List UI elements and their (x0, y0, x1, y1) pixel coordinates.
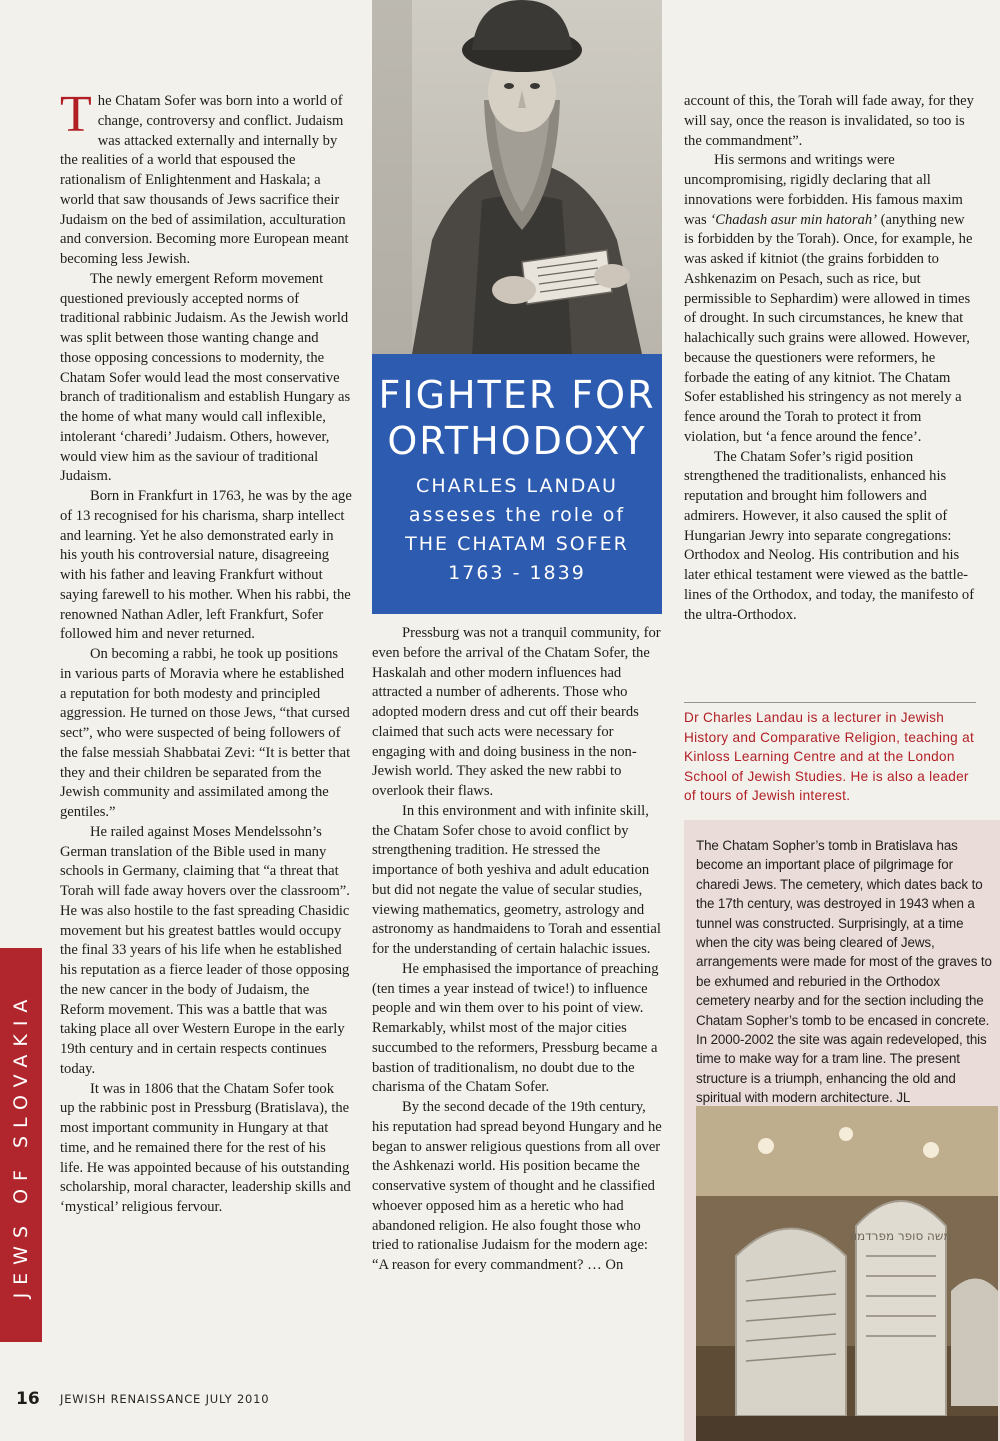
article-column-2 (372, 624, 662, 1276)
article-paragraph: The Chatam Sofer’s rigid position strengthened the traditionalists, enhanced his reputation and brought him followers and admirers. However, it also caused the split of Hungarian Jewry into separate congregations: Orthodox and Neolog. His contribution and his later ethical testament were viewed as the battle-lines of the Orthodox, and today, the manifesto of the ultra-Orthodox. (684, 448, 975, 623)
page-number: 16 (16, 1389, 40, 1409)
article-paragraph: Pressburg was not a tranquil community, for even before the arrival of the Chatam Sofer, the Haskalah and other modern influences had attracted a number of adherents. Those who adopted modern dress and cut off their beards claimed that such acts were necessary for engaging with and doing business in the non-Jewish world. They asked the new rabbi to overlook their flaws. (372, 625, 661, 799)
article-paragraph: account of this, the Torah will fade away, for they will say, once the reason is invalidated, so too is the commandment”. (684, 93, 974, 149)
tomb-photo (696, 1106, 998, 1441)
article-paragraph: In this environment and with infinite skill, the Chatam Sofer chose to avoid conflict by strengthening tradition. He stressed the importance of both yeshiva and adult education but did not negate the value of secular studies, viewing mathematics, geometry, astrology and astronomy as handmaidens to Torah and essential for the understanding of certain halachic issues. (372, 802, 661, 957)
tomb-inscription: משה סופר מפרדמון (850, 1229, 952, 1243)
article-paragraph: He railed against Moses Mendelssohn’s German translation of the Bible used in many schools in Germany, claiming that “a threat that Torah will fade away hovers over the classroom”. He was also hostile to the fast spreading Chasidic movement but his greatest battles would occupy the final 33 years of his life when he established his reputation as a fierce leader of those opposing the new cancer in the body of Judaism, the Reform movement. This was a battle that was taking place all over Western Europe in the early 19th century and in certain respects continues today. (60, 823, 350, 1077)
headline: FIGHTER FOR ORTHODOXY (378, 373, 656, 463)
article-paragraph: The Chatam Sofer was born into a world of change, controversy and conflict. Judaism was attacked externally and internally by the realities of a world that espoused the rationalism of Enlightenment and Haskala; a world that saw thousands of Jews sacrifice their Judaism on the bed of assimilation, acculturation and conversion. Becoming more European meant becoming less Jewish. (60, 86, 349, 267)
article-paragraph: Born in Frankfurt in 1763, he was by the age of 13 recognised for his charisma, sharp intellect and learning. Yet he also demonstrated early in his youth his controversial nature, disagreeing with his father and leaving Frankfurt without saying farewell to his mother. When his rabbi, the renowned Nathan Adler, left Frankfurt, Sofer followed him and never returned. (60, 488, 352, 643)
article-column-1 (60, 86, 352, 1218)
article-paragraph: It was in 1806 that the Chatam Sofer took up the rabbinic post in Pressburg (Bratislava), the most important community in Hungary at that time, and he remained there for the rest of his life. He was appointed because of his outstanding scholarship, moral character, leadership skills and ‘mystical’ religious fervour. (60, 1080, 351, 1215)
subheadline: CHARLES LANDAU asseses the role of THE CHATAM SOFER 1763 - 1839 (372, 472, 662, 588)
author-bio: Dr Charles Landau is a lecturer in Jewish History and Comparative Religion, teaching at Kinloss Learning Centre and at the London School of Jewish Studies. He is also a leader of tours of Jewish interest. (684, 710, 975, 803)
article-paragraph: He emphasised the importance of preaching (ten times a year instead of twice!) to influence people and win them over to his point of view. Remarkably, whilst most of the major cities succumbed to the reformers, Pressburg became a bastion of traditionalism, no doubt due to the charisma of the Chatam Sofer. (372, 960, 659, 1096)
maxim: ‘Chadash asur min hatorah’ (710, 211, 877, 228)
drop-cap: T (60, 86, 92, 143)
article-paragraph: The newly emergent Reform movement questioned previously accepted norms of traditional rabbinic Judaism. As the Jewish world was split between those wanting change and those opposing concessions to modernity, the Chatam Sofer would lead the most conservative branch of traditionalism and establish Hungary as the home of what many would call inflexible, intolerant ‘charedi’ Judaism. Others, however, would view him as the saviour of traditional Judaism. (60, 270, 351, 485)
section-label: JEWS OF SLOVAKIA (10, 991, 32, 1299)
article-paragraph: His sermons and writings were uncompromising, rigidly declaring that all innovations were forbidden. His famous maxim was ‘Chadash asur min hatorah’ (anything new is forbidden by the Torah). Once, for example, he was asked if kitniot (the grains forbidden to Ashkenazim on Pesach, such as rice, but permissible to Sephardim) were allowed in times of drought. In such circumstances, he knew that halachically such grains were allowed. However, because the questioners were reformers, he forbade the eating of any kitniot. The Chatam Sofer established his stringency as not merely a fence around the Torah to protect it from violation, but ‘a fence around the fence’. (684, 152, 973, 445)
author-name: CHARLES LANDAU (416, 475, 618, 497)
article-paragraph: By the second decade of the 19th century, his reputation had spread beyond Hungary and he began to answer religious questions from all over the Ashkenazi world. His position became the conservative system of thought and he classified whoever opposed him as a heretic who had abandoned religion. He also fought those who tried to rationalise Judaism for the modern age: “A reason for every commandment? … On (372, 1099, 662, 1273)
tomb-illustration (696, 1106, 998, 1441)
publication-footer: JEWISH RENAISSANCE JULY 2010 (60, 1392, 270, 1406)
tomb-caption: The Chatam Sopher’s tomb in Bratislava has become an important place of pilgrimage for charedi Jews. The cemetery, which dates back to the 17th century, was destroyed in 1943 when a tunnel was constructed. Surprisingly, at a time when the city was being cleared of Jews, arrangements were made for most of the graves to be exhumed and reburied in the Orthodox cemetery nearby and for the section including the Chatam Sopher’s tomb to be encased in concrete. In 2000-2002 the site was again redeveloped, this time to make way for a tram line. The present structure is a triumph, enhancing the old and spiritual with modern architecture. JL (696, 838, 992, 1106)
bio-divider (684, 702, 976, 703)
lifespan: 1763 - 1839 (448, 562, 586, 584)
title-box (372, 354, 662, 614)
article-column-3 (684, 92, 976, 625)
portrait-engraving (372, 0, 662, 354)
section-tab (0, 948, 42, 1342)
article-paragraph: On becoming a rabbi, he took up positions in various parts of Moravia where he established a reputation for both modesty and principled aggression. He turned on those Jews, “that cursed sect”, who were suspected of being followers of the false messiah Shabbatai Zevi: “It is better that they and their children be separated from the Jewish community and assimilated among the gentiles.” (60, 646, 351, 820)
chatam-sofer-portrait (372, 0, 662, 354)
